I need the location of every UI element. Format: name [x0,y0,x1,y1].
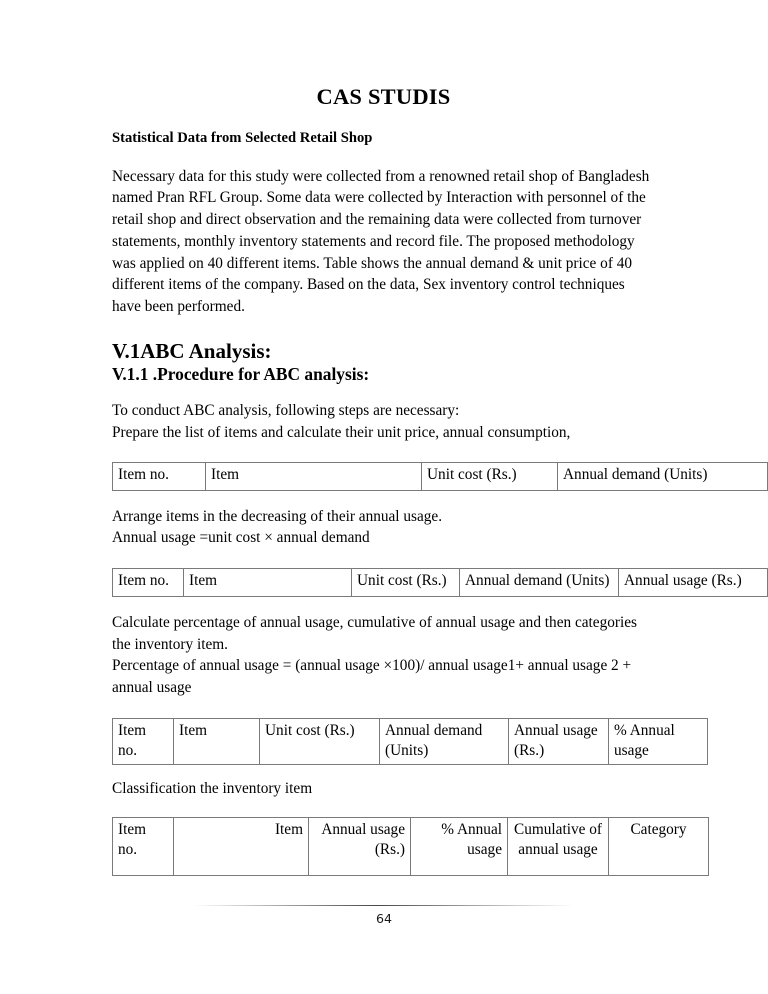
table3-header-percent-annual-usage: % Annual usage [609,718,708,764]
table-percent-annual-usage [112,718,708,765]
table2-header-unit-cost: Unit cost (Rs.) [352,569,460,597]
table-item-list [112,462,768,491]
heading-abc-analysis: V.1ABC Analysis: [112,338,272,363]
page-content [112,84,768,876]
table3-header-unit-cost: Unit cost (Rs.) [260,718,380,764]
intro-paragraph: Necessary data for this study were collected from a renowned retail shop of Bangladesh named Pran RFL Group. Some data were collected by Interaction with personnel of the retail shop and direct observation and the remaining data were collected from turnover statements, monthly inventory statements and record file. The proposed methodology was applied on 40 different items. Table shows the annual demand & unit price of 40 different items of the company. Based on the data, Sex inventory control techniques have been performed. [112,167,650,315]
table-classification [112,817,709,876]
step-3-line-2: Percentage of annual usage = (annual usage ×100)/ annual usage1+ annual usage 2 + annual usage [112,657,632,697]
page-footer [0,905,768,926]
page-number: 64 [375,911,393,926]
table4-header-cumulative-annual-usage: Cumulative of annual usage [508,817,609,875]
table-row [113,817,709,875]
table3-header-annual-demand: Annual demand (Units) [380,718,509,764]
table1-header-unit-cost: Unit cost (Rs.) [422,462,558,490]
table4-header-annual-usage: Annual usage (Rs.) [309,817,411,875]
table2-header-item-no: Item no. [113,569,184,597]
heading-abc-procedure: V.1.1 .Procedure for ABC analysis: [112,364,370,385]
table3-header-item: Item [174,718,260,764]
table2-header-annual-usage: Annual usage (Rs.) [619,569,768,597]
step-1-line-1: To conduct ABC analysis, following steps are necessary: [112,402,460,420]
step-4-line-1: Classification the inventory item [112,779,313,797]
table1-header-item: Item [206,462,422,490]
table4-header-item-no: Item no. [113,817,174,875]
table-row [113,569,768,597]
table4-header-percent-annual-usage: % Annual usage [411,817,508,875]
table-annual-usage [112,568,768,597]
page-title: CAS STUDIS [316,84,451,109]
table2-header-annual-demand: Annual demand (Units) [460,569,619,597]
table3-header-item-no: Item no. [113,718,174,764]
table3-header-annual-usage: Annual usage (Rs.) [509,718,609,764]
table-row [113,462,768,490]
table2-header-item: Item [184,569,352,597]
section-subtitle: Statistical Data from Selected Retail Shop [112,130,373,147]
step-1-line-2: Prepare the list of items and calculate their unit price, annual consumption, [112,423,571,441]
table1-header-annual-demand: Annual demand (Units) [558,462,768,490]
table1-header-item-no: Item no. [113,462,206,490]
step-2-line-1: Arrange items in the decreasing of their annual usage. [112,507,443,525]
table-row [113,718,708,764]
table4-header-category: Category [609,817,709,875]
step-2-line-2: Annual usage =unit cost × annual demand [112,529,370,547]
table4-header-item: Item [174,817,309,875]
step-3-line-1: Calculate percentage of annual usage, cumulative of annual usage and then categories the inventory item. [112,614,637,653]
